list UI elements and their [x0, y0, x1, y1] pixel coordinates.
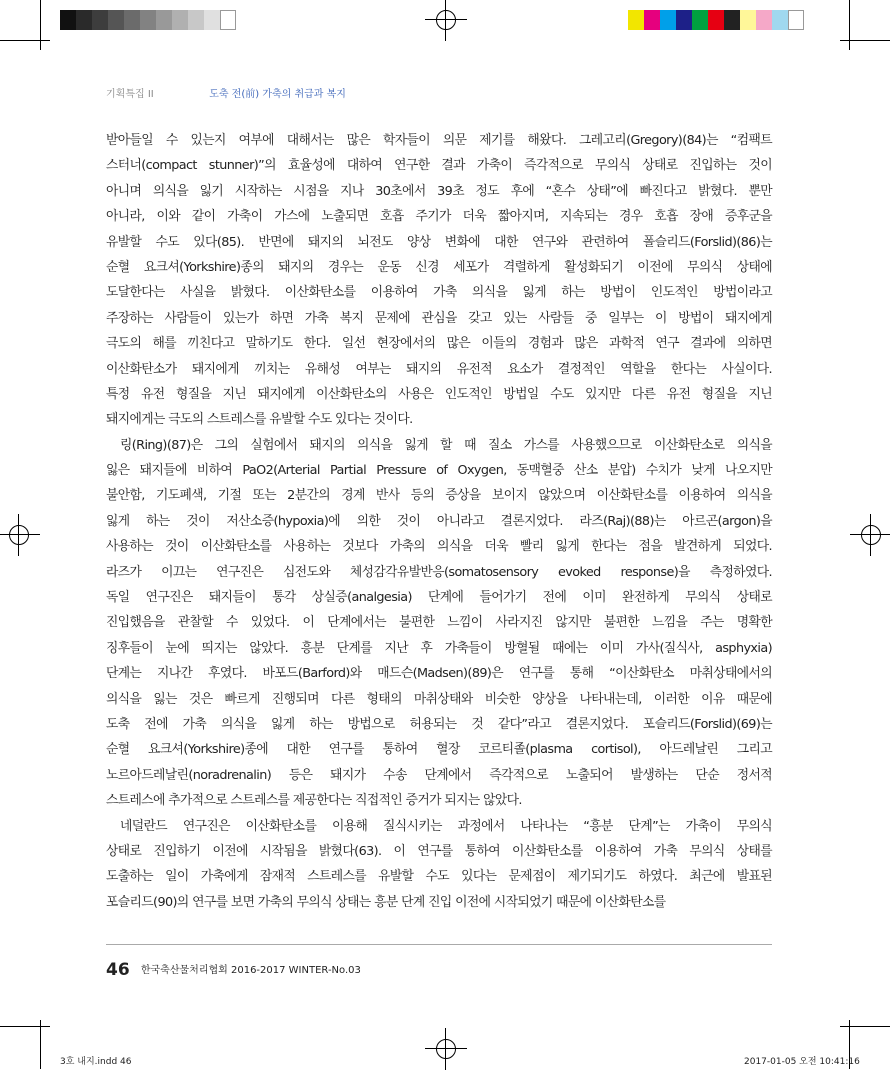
body-text-line: 스트레스에 추가적으로 스트레스를 제공한다는 직접적인 증거가 되지는 않았다. — [106, 793, 522, 809]
body-text-line: 링(Ring)(87)은 그의 실험에서 돼지의 의식을 잃게 할 때 질소 가스를 사용했으므로 이산화탄소로 의식을 — [120, 437, 772, 453]
color-swatch — [92, 10, 108, 30]
body-text-line: 극도의 해를 끼친다고 말하기도 한다. 일선 현장에서의 많은 이들의 경험과 많은 과학적 연구 결과에 의하면 — [106, 336, 772, 352]
crop-mark — [849, 0, 850, 50]
body-text-line: 노르아드레날린(noradrenalin) 등은 돼지가 수송 단계에서 즉각적으로 노출되어 발생하는 단순 정서적 — [106, 767, 772, 783]
body-text-line: 돼지에게는 극도의 스트레스를 유발할 수도 있다는 것이다. — [106, 412, 413, 428]
color-swatch — [708, 10, 724, 30]
crop-mark — [840, 40, 890, 41]
body-text-line: 이산화탄소가 돼지에게 끼치는 유해성 여부는 돼지의 유전적 요소가 결정적인 역할을 한다는 사실이다. — [106, 361, 772, 377]
body-text-line: 아니며 의식을 잃기 시작하는 시점을 지나 30초에서 39초 정도 후에 “혼수 상태”에 빠진다고 밝혔다. 뿐만 — [106, 183, 772, 199]
body-text-line: 도출하는 일이 가축에게 잠재적 스트레스를 유발할 수도 있다는 문제점이 제기되기도 하였다. 최근에 발표된 — [106, 869, 772, 885]
running-header — [106, 85, 346, 100]
color-swatch — [644, 10, 660, 30]
page-number: 46 — [106, 960, 130, 980]
color-swatch — [660, 10, 676, 30]
body-text-line: 단계는 지나간 후였다. 바포드(Barford)와 매드슨(Madsen)(89)은 연구를 통해 “이산화탄소 마취상태에서의 — [106, 666, 772, 682]
body-text-line: 진입했음을 관찰할 수 있었다. 이 단계에서는 불편한 느낌이 사라지진 않지만 불편한 느낌을 주는 명확한 — [106, 615, 772, 631]
color-swatch — [108, 10, 124, 30]
section-topic: 도축 전(前) 가축의 취급과 복지 — [209, 89, 346, 100]
registration-mark-icon — [856, 520, 886, 550]
body-text-line: 유발할 수도 있다(85). 반면에 돼지의 뇌전도 양상 변화에 대한 연구와 관련하여 폴슬리드(Forslid)(86)는 — [106, 234, 772, 250]
registration-mark-icon — [431, 1034, 461, 1064]
body-text-line: 사용하는 것이 이산화탄소를 사용하는 것보다 가축의 의식을 더욱 빨리 잃게 한다는 점을 발견하게 되었다. — [106, 539, 772, 555]
body-text-line: 포슬리드(90)의 연구를 보면 가축의 무의식 상태는 흥분 단계 진입 이전에 시작되었기 때문에 이산화탄소를 — [106, 894, 666, 910]
body-text-line: 특정 유전 형질을 지닌 돼지에게 이산화탄소의 사용은 인도적인 방법일 수도 있지만 다른 유전 형질을 지닌 — [106, 386, 772, 402]
color-swatch — [220, 10, 236, 30]
registration-mark-icon — [4, 520, 34, 550]
color-swatch — [740, 10, 756, 30]
color-swatch — [628, 10, 644, 30]
body-text-line: 순혈 요크셔(Yorkshire)종에 대한 연구를 통하여 혈장 코르티졸(plasma cortisol), 아드레날린 그리고 — [106, 742, 772, 758]
color-swatch — [124, 10, 140, 30]
body-text-line: 순혈 요크셔(Yorkshire)종의 돼지의 경우는 운동 신경 세포가 격렬하게 활성화되기 이전에 무의식 상태에 — [106, 259, 772, 275]
color-swatch — [676, 10, 692, 30]
section-label: 기획특집 II — [106, 89, 154, 100]
crop-mark — [0, 1026, 50, 1027]
color-swatch-bar — [628, 10, 804, 30]
color-swatch — [60, 10, 76, 30]
color-swatch — [756, 10, 772, 30]
slug-datetime: 2017-01-05 오전 10:41:16 — [744, 1057, 860, 1067]
color-swatch — [188, 10, 204, 30]
body-text-line: 스터너(compact stunner)”의 효율성에 대하여 연구한 결과 가축이 즉각적으로 무의식 상태로 진입하는 것이 — [106, 158, 772, 174]
body-text-line: 불안함, 기도폐색, 기절 또는 2분간의 경계 반사 등의 증상을 보이지 않았으며 이산화탄소를 이용하여 의식을 — [106, 488, 772, 504]
color-swatch — [156, 10, 172, 30]
body-text-line: 주장하는 사람들이 있는가 하면 가축 복지 문제에 관심을 갖고 있는 사람들 중 일부는 이 방법이 돼지에게 — [106, 310, 772, 326]
crop-mark — [40, 1020, 41, 1069]
color-swatch — [76, 10, 92, 30]
gray-swatch-bar — [60, 10, 236, 30]
body-text-line: 독일 연구진은 돼지들이 통각 상실증(analgesia) 단계에 들어가기 전에 이미 완전하게 무의식 상태로 — [106, 590, 772, 606]
article-body — [106, 128, 772, 915]
registration-mark-icon — [431, 5, 461, 35]
color-swatch — [140, 10, 156, 30]
crop-mark — [0, 40, 50, 41]
slug-filename: 3호 내지.indd 46 — [60, 1057, 132, 1067]
body-text-line: 네덜란드 연구진은 이산화탄소를 이용해 질식시키는 과정에서 나타나는 “흥분 단계”는 가축이 무의식 — [120, 818, 772, 834]
body-text-line: 의식을 잃는 것은 빠르게 진행되며 다른 형태의 마취상태와 비슷한 양상을 나타내는데, 이러한 이유 때문에 — [106, 691, 772, 707]
body-text-line: 라즈가 이끄는 연구진은 심전도와 체성감각유발반응(somatosensory evoked response)을 측정하였다. — [106, 564, 772, 580]
journal-name: 한국축산물처리협회 2016-2017 WINTER-No.03 — [140, 965, 361, 976]
body-text-line: 상태로 진입하기 이전에 시작됨을 밝혔다(63). 이 연구를 통하여 이산화탄소를 이용하여 가축 무의식 상태를 — [106, 843, 772, 859]
color-swatch — [724, 10, 740, 30]
crop-mark — [40, 0, 41, 50]
body-text-line: 받아들일 수 있는지 여부에 대해서는 많은 학자들이 의문 제기를 해왔다. 그레고리(Gregory)(84)는 “컴팩트 — [106, 133, 772, 148]
body-text-line: 도달한다는 사실을 밝혔다. 이산화탄소를 이용하여 가축 의식을 잃게 하는 방법이 인도적인 방법이라고 — [106, 285, 772, 301]
color-swatch — [204, 10, 220, 30]
color-swatch — [172, 10, 188, 30]
body-text-line: 아니라, 이와 같이 가축이 가스에 노출되면 호흡 주기가 더욱 짧아지며, 지속되는 경우 호흡 장애 증후군을 — [106, 209, 772, 225]
footer-divider — [106, 944, 772, 945]
page-footer — [106, 960, 361, 980]
body-text-line: 잃게 하는 것이 저산소증(hypoxia)에 의한 것이 아니라고 결론지었다. 라즈(Raj)(88)는 아르곤(argon)을 — [106, 513, 772, 529]
crop-mark — [840, 1026, 890, 1027]
color-swatch — [788, 10, 804, 30]
body-text-line: 잃은 돼지들에 비하여 PaO2(Arterial Partial Pressure of Oxygen, 동맥혈중 산소 분압) 수치가 낮게 나오지만 — [106, 463, 772, 479]
color-swatch — [772, 10, 788, 30]
body-text-line: 징후들이 눈에 띄지는 않았다. 흥분 단계를 지난 후 가축들이 방혈될 때에는 이미 가사(질식사, asphyxia) — [106, 640, 772, 656]
color-swatch — [692, 10, 708, 30]
body-text-line: 도축 전에 가축 의식을 잃게 하는 방법으로 허용되는 것 같다”라고 결론지었다. 포슬리드(Forslid)(69)는 — [106, 716, 772, 732]
